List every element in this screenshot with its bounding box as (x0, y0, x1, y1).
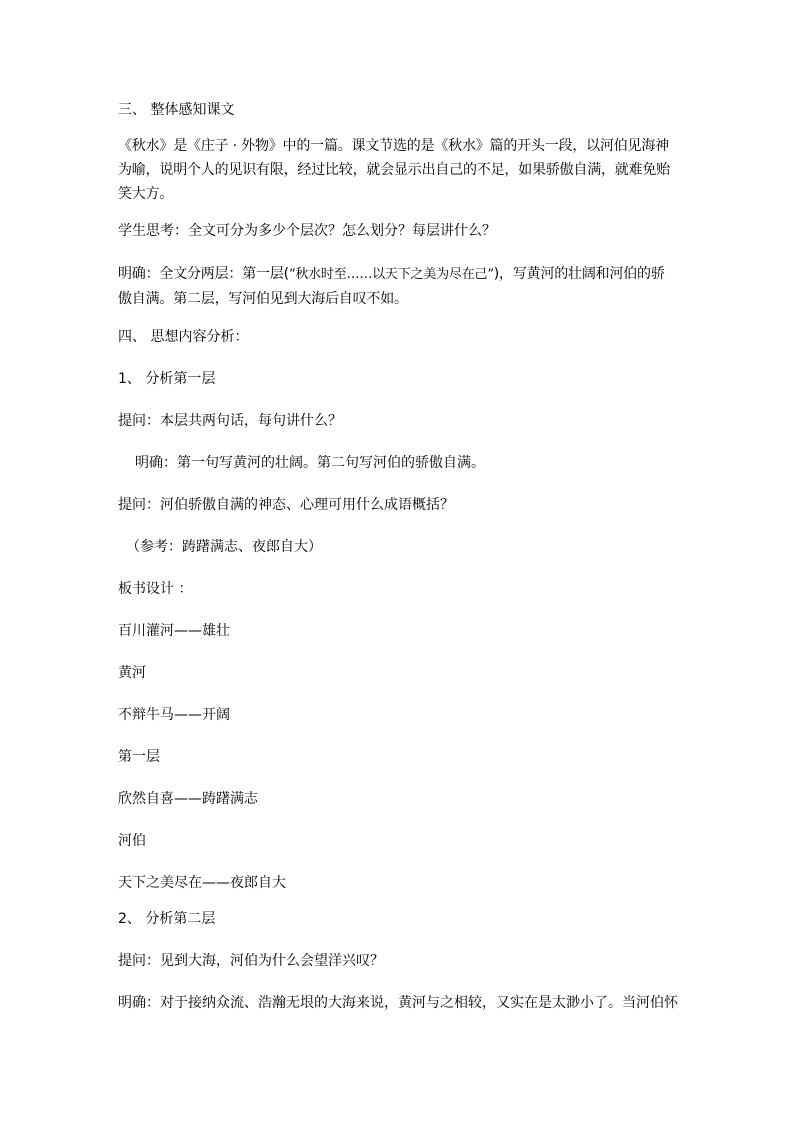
section-4-heading: 四、 思想内容分析： (118, 329, 249, 345)
part-1-question-1: 提问：本层共两句话，每句讲什么？ (118, 413, 342, 429)
board-line: 百川灌河——雄壮 (118, 623, 230, 639)
board-line: 欣然自喜——踌躇满志 (118, 791, 258, 807)
section-3-heading: 三、 整体感知课文 (118, 102, 235, 118)
part-2-heading: 2、 分析第二层 (118, 911, 216, 927)
board-design-title: 板书设计 ： (118, 581, 193, 597)
board-line: 天下之美尽在——夜郎自大 (118, 875, 286, 891)
part-1-answer-1: 明确：第一句写黄河的壮阔。第二句写河伯的骄傲自满。 (135, 455, 485, 471)
answer-paragraph (118, 262, 678, 311)
section-3-paragraph: 《秋水》是《庄子 · 外物》中的一篇。课文节选的是《秋水》篇的开头一段，以河伯见海神为喻，说明个人的见识有限，经过比较，就会显示出自己的不足，如果骄傲自满，就难免贻笑大方。 (118, 138, 670, 202)
board-line: 河伯 (118, 833, 146, 849)
board-line: 不辩牛马——开阔 (118, 707, 230, 723)
part-1-reference: （参考：踌躇满志、夜郎自大） (126, 539, 322, 555)
part-1-question-2: 提问：河伯骄傲自满的神态、心理可用什么成语概括？ (118, 497, 454, 513)
student-question: 学生思考：全文可分为多少个层次？怎么划分？每层讲什么？ (118, 223, 496, 239)
board-line: 第一层 (118, 749, 160, 765)
part-2-answer-1: 明确：对于接纳众流、浩瀚无垠的大海来说，黄河与之相较，又实在是太渺小了。当河伯怀 (118, 995, 678, 1011)
part-1-heading: 1、 分析第一层 (118, 371, 216, 387)
answer-suffix: )，写黄河的壮阔和河伯的骄傲自满。第二层，写河伯见到大海后自叹不如。 (118, 266, 665, 307)
part-2-question-1: 提问：见到大海，河伯为什么会望洋兴叹？ (118, 953, 384, 969)
answer-quote: “秋水时至……以天下之美为尽在己” (288, 267, 494, 282)
answer-prefix: 明确：全文分两层：第一层( (118, 266, 289, 282)
board-line: 黄河 (118, 665, 146, 681)
